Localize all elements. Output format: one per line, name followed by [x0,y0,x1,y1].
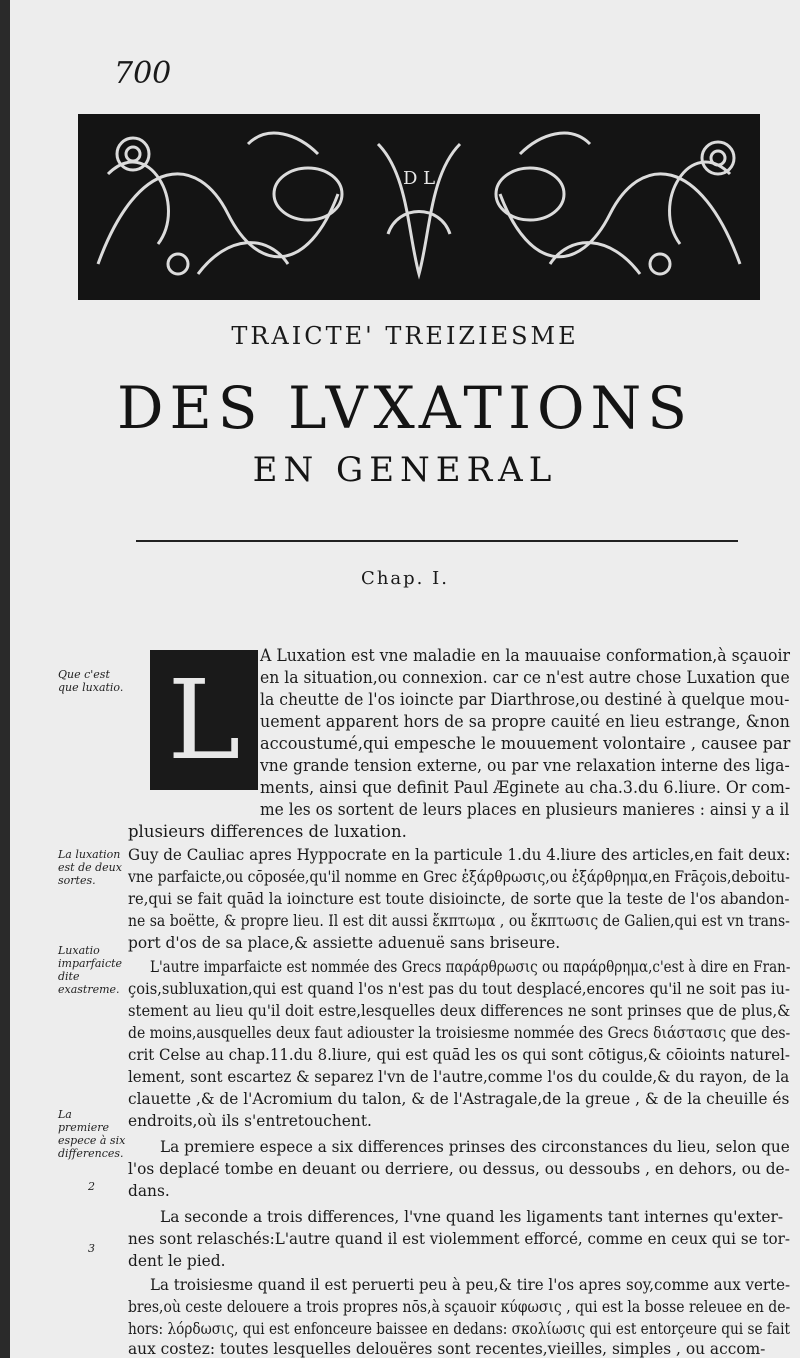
text-line: vne parfaicte,ou cōposée,qu'il nomme en Grec ἐξάρθρωσις,ou ἐξάρθρημα,en Frāçois,deboitu- [128,868,790,886]
text-line: ne sa boëtte, & propre lieu. Il est dit aussi ἔκπτωμα , ou ἔκπτωσις de Galien,qui est vn trans- [128,912,790,930]
text-line: hors: λόρδωσις, qui est enfonceure baissee en dedans: σκολίωσις qui est entorçeure qui se fait [128,1320,790,1338]
page-number: 700 [114,56,172,91]
text-line: A Luxation est vne maladie en la mauuaise conformation,à sçauoir [260,646,790,665]
text-line: nes sont relaschés:L'autre quand il est violemment efforcé, comme en ceux qui se tor- [128,1230,790,1248]
book-page [10,0,800,1358]
text-line: vne grande tension externe, ou par vne relaxation interne des liga- [260,756,790,775]
horizontal-rule [136,540,738,542]
text-line: clauette ,& de l'Acromium du talon, & de l'Astragale,de la greue , & de la cheuille és [128,1090,790,1108]
text-line: La premiere espece a six differences prinses des circonstances du lieu, selon que [160,1138,790,1156]
text-line: ments, ainsi que definit Paul Æginete au cha.3.du 6.liure. Or com- [260,778,791,797]
treatise-main-title: DES LVXATIONS [116,374,694,442]
text-line: en la situation,ou connexion. car ce n'est autre chose Luxation que [260,668,790,687]
headpiece-ornament-graphic [78,114,760,300]
treatise-subtitle: EN GENERAL [252,450,558,490]
text-line: port d'os de sa place,& assiette aduenuë sans briseure. [128,934,561,952]
text-line: la cheutte de l'os ioincte par Diarthrose,ou destiné à quelque mou- [260,690,790,709]
text-line: lement, sont escartez & separez l'vn de l'autre,comme l'os du coulde,& du rayon, de la [128,1068,790,1086]
text-line: dent le pied. [128,1252,226,1270]
text-line: me les os sortent de leurs places en plusieurs manieres : ainsi y a il [260,800,790,819]
margin-note: Luxatio imparfaicte dite exastreme. [58,944,123,996]
text-line: aux costez: toutes lesquelles delouëres sont recentes,vieilles, simples , ou accom- [128,1340,766,1358]
text-line: re,qui se fait quād la ioincture est toute disioincte, de sorte que la teste de l'os abandon- [128,890,790,908]
text-line: l'os deplacé tombe en deuant ou derriere, ou dessus, ou dessoubs , en dehors, ou de- [128,1160,790,1178]
text-line: endroits,où ils s'entretouchent. [128,1112,372,1130]
text-line: uement apparent hors de sa propre cauité en lieu estrange, &non [260,712,790,731]
text-line: stement au lieu qu'il doit estre,lesquelles deux differences ne sont prinses que de plus,& [128,1002,791,1020]
decorative-headpiece [78,114,760,300]
margin-note: La premiere espece à six differences. [58,1108,126,1160]
text-line: crit Celse au chap.11.du 8.liure, qui est quād les os qui sont cōtigus,& cōioints naturel- [128,1046,790,1064]
text-line: L'autre imparfaicte est nommée des Grecs παράρθρωσις ou παράρθρημα,c'est à dire en Fran- [150,958,791,976]
text-line: plusieurs differences de luxation. [128,822,407,841]
headpiece-initials: D L [402,168,436,189]
treatise-number-title: TRAICTE' TREIZIESME [231,322,579,350]
margin-note: La luxation est de deux sortes. [58,848,122,887]
text-line: çois,subluxation,qui est quand l'os n'est pas du tout desplacé,encores qu'il ne soit pas iu- [128,980,790,998]
text-line: La troisiesme quand il est peruerti peu à peu,& tire l'os apres soy,comme aux verte- [150,1276,791,1294]
text-line: bres,où ceste delouere a trois propres nōs,à sçauoir κύφωσις , qui est la bosse releuee en de- [128,1298,791,1316]
margin-note: Que c'est que luxatio. [58,668,124,694]
text-line: La seconde a trois differences, l'vne quand les ligaments tant internes qu'exter- [160,1208,784,1226]
text-line: dans. [128,1182,170,1200]
chapter-heading: Chap. I. [361,568,449,589]
text-line: de moins,ausquelles deux faut adiouster la troisiesme nommée des Grecs διάστασις que des- [128,1024,791,1042]
decorated-drop-cap: L [150,650,258,790]
text-line: accoustumé,qui empesche le mouuement volontaire , causee par [260,734,791,753]
text-line: Guy de Cauliac apres Hyppocrate en la particule 1.du 4.liure des articles,en fait deux: [128,846,791,864]
margin-note: 2 [88,1180,95,1193]
margin-note: 3 [88,1242,95,1255]
